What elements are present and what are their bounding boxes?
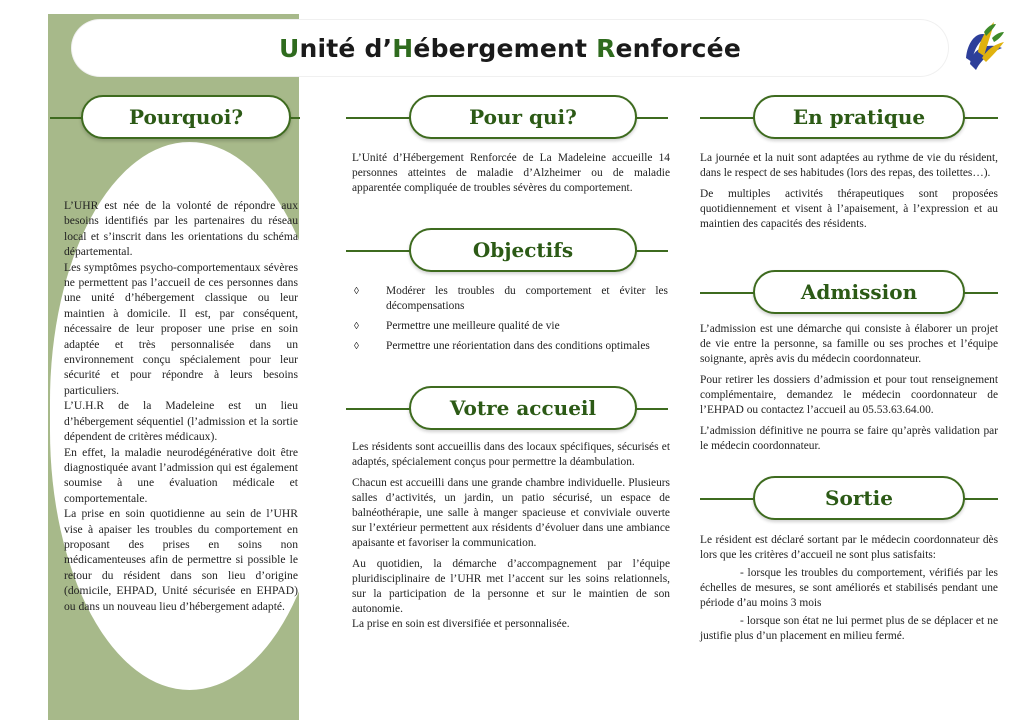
heading-sortie: Sortie bbox=[753, 476, 965, 520]
pour-qui-para: L’Unité d’Hébergement Renforcée de La Madeleine accueille 14 personnes atteintes de maladie d’Alzheimer ou de maladie apparentée compliquée de troubles sévères du comportement. bbox=[352, 152, 670, 194]
heading-pour-qui: Pour qui? bbox=[409, 95, 637, 139]
heading-pourquoi: Pourquoi? bbox=[81, 95, 291, 139]
sortie-intro: Le résident est déclaré sortant par le médecin coordonnateur dès lors que les critères d’accueil ne sont plus satisfaits: bbox=[700, 534, 998, 561]
en-pratique-para: La journée et la nuit sont adaptées au rythme de vie du résident, dans le respect de ses habitudes (lors des repas, des toilettes…). bbox=[700, 152, 998, 179]
objectifs-text bbox=[352, 284, 668, 359]
admission-para: L’admission définitive ne pourra se faire qu’après validation par le médecin coordonnateur. bbox=[700, 425, 998, 452]
title-banner bbox=[72, 20, 948, 76]
pourquoi-para: Les symptômes psycho-comportementaux sévères ne permettent pas l’accueil de ces personnes dans une unité d’hébergement classique ou leur maintien à domicile. Il est, par conséquent, nécessaire de leur proposer une prise en soin adaptée et très personnalisée dans un environnement conçu spécialement pour leur sécurité et pour répondre à leurs besoins particuliers. bbox=[64, 260, 298, 397]
en-pratique-text bbox=[700, 151, 998, 238]
en-pratique-para: De multiples activités thérapeutiques sont proposées quotidiennement et visent à l’apaisement, à l’expression et au maintien des capacités des résidents. bbox=[700, 188, 998, 230]
list-item: ◊ Modérer les troubles du comportement et éviter les décompensations bbox=[354, 285, 668, 312]
admission-text bbox=[700, 322, 998, 460]
heading-objectifs: Objectifs bbox=[409, 228, 637, 272]
page-title: Unité d’Hébergement Renforcée bbox=[279, 33, 741, 63]
pour-qui-text bbox=[352, 151, 670, 202]
pourquoi-text bbox=[64, 198, 298, 614]
diamond-bullet-icon: ◊ bbox=[354, 286, 359, 297]
heading-en-pratique: En pratique bbox=[753, 95, 965, 139]
diamond-bullet-icon: ◊ bbox=[354, 321, 359, 332]
votre-accueil-text bbox=[352, 440, 670, 638]
sortie-item: - lorsque son état ne lui permet plus de se déplacer et ne justifie plus d’un placement en milieu fermé. bbox=[700, 615, 998, 642]
votre-accueil-para: La prise en soin est diversifiée et personnalisée. bbox=[352, 618, 570, 630]
votre-accueil-para: Au quotidien, la démarche d’accompagnement par l’équipe pluridisciplinaire de l’UHR met l’accent sur les soins relationnels, sur la participation de la personne et sur le maintien de son autonomie. bbox=[352, 558, 670, 615]
logo-icon bbox=[958, 18, 1008, 78]
votre-accueil-para: Chacun est accueilli dans une grande chambre individuelle. Plusieurs salles d’activités, un jardin, un patio sécurisé, un espace de balnéothérapie, une salle à manger spacieuse et conviviale ouverte sur l’extérieur permettent aux résidents d’évoluer dans une ambiance apaisante et favoriser la communication. bbox=[352, 477, 670, 549]
list-item: ◊ Permettre une réorientation dans des conditions optimales bbox=[354, 340, 650, 352]
sortie-text bbox=[700, 533, 998, 650]
votre-accueil-para: Les résidents sont accueillis dans des locaux spécifiques, sécurisés et adaptés, spécialement conçus pour permettre la déambulation. bbox=[352, 441, 670, 468]
pourquoi-para: La prise en soin quotidienne au sein de l’UHR vise à apaiser les troubles du comportement en proposant des prises en soins non médicamenteuses afin de permettre si possible le retour du résident dans son lieu d’origine (domicile, EHPAD, Unité sécurisée en EHPAD) ou dans un nouveau lieu d’hébergement adapté. bbox=[64, 507, 298, 613]
list-item: ◊ Permettre une meilleure qualité de vie bbox=[354, 320, 560, 332]
pourquoi-para: L’U.H.R de la Madeleine est un lieu d’hébergement séquentiel (l’admission et la sortie dépendent de critères médicaux). bbox=[64, 399, 298, 444]
heading-votre-accueil: Votre accueil bbox=[409, 386, 637, 430]
diamond-bullet-icon: ◊ bbox=[354, 341, 359, 352]
pourquoi-para: L’UHR est née de la volonté de répondre aux besoins identifiés par les partenaires du réseau local et s’inscrit dans les orientations du schéma départemental. bbox=[64, 199, 298, 259]
sortie-item: - lorsque les troubles du comportement, vérifiés par les échelles de mesures, se sont améliorés et stabilisés pendant une période d’au moins 3 mois bbox=[700, 567, 998, 609]
admission-para: Pour retirer les dossiers d’admission et pour tout renseignement complémentaire, demandez le médecin coordonnateur de l’EHPAD ou contactez l’accueil au 05.53.63.64.00. bbox=[700, 374, 998, 416]
heading-admission: Admission bbox=[753, 270, 965, 314]
admission-para: L’admission est une démarche qui consiste à élaborer un projet de vie entre la personne, sa famille ou ses proches et l’équipe soignante, après avis du médecin coordonnateur. bbox=[700, 323, 998, 365]
pourquoi-para: En effet, la maladie neurodégénérative doit être diagnostiquée avant l’admission qui est également soumise à une évaluation médicale et comportementale. bbox=[64, 445, 298, 505]
objectifs-list bbox=[352, 284, 668, 354]
